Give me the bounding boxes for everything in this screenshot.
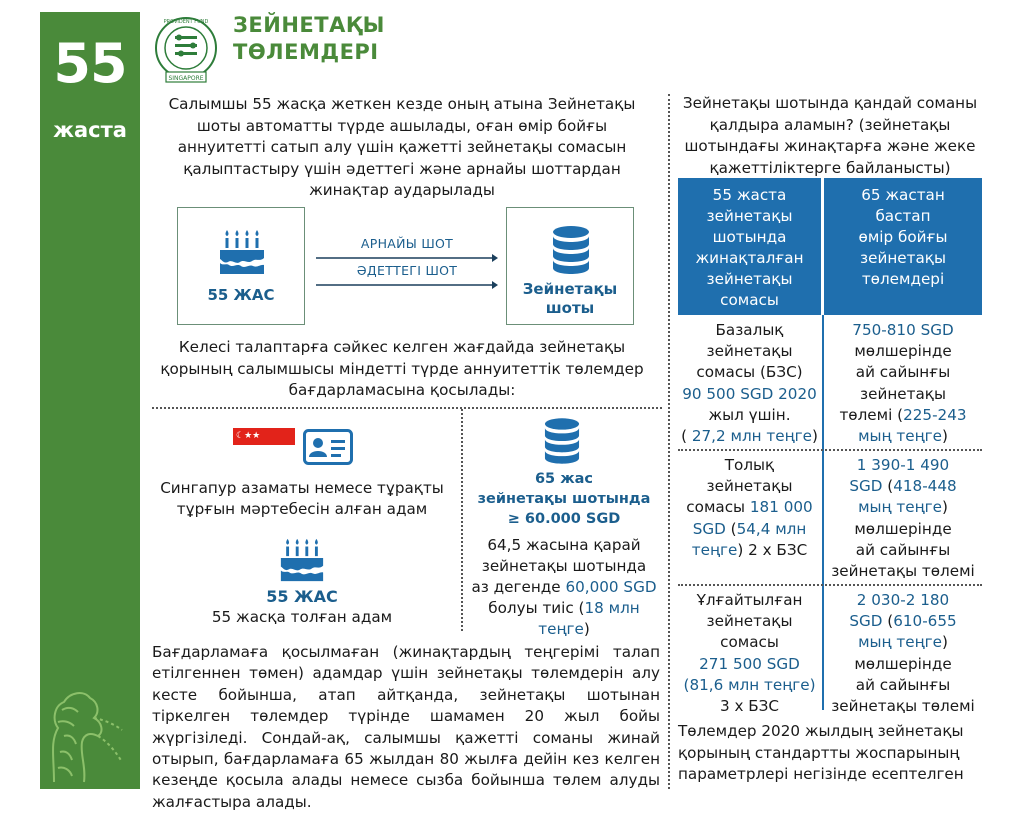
- age-55-label: 55 ЖАС: [207, 286, 275, 304]
- conditions-line: бағдарламасына қосылады:: [288, 381, 516, 399]
- text-span: болуы тиіс (: [488, 599, 585, 617]
- cell-line: [824, 611, 982, 632]
- question-line: қажеттіліктерге байланысты): [709, 158, 951, 177]
- cell-line: [678, 540, 821, 561]
- balance-question: [678, 93, 982, 179]
- calculation-footnote: [678, 721, 982, 786]
- title-line-2: ТӨЛЕМДЕРІ: [233, 40, 379, 64]
- amount-sgd: SGD: [692, 519, 726, 538]
- table-cell-basic-sum: [678, 320, 821, 447]
- header-line: бастап: [875, 207, 931, 225]
- cell-line: зейнетақы: [706, 477, 793, 496]
- cell-line: зейнетақы: [706, 342, 793, 361]
- table-row-divider: [678, 584, 982, 586]
- citizen-line: Сингапур азаматы немесе тұрақты: [160, 479, 444, 497]
- cell-line: 3 х БЗС: [719, 697, 780, 716]
- cell-line: ай сайынғы: [855, 363, 951, 382]
- amount-sgd: 60,000 SGD: [565, 578, 657, 596]
- text-span: (: [882, 477, 894, 496]
- age-word: жаста: [53, 118, 127, 142]
- cell-line: [824, 476, 982, 497]
- text-span: ): [941, 498, 948, 517]
- cell-line: 2 030-2 180: [856, 591, 950, 609]
- age-55-condition-desc: 55 жасқа толған адам: [211, 608, 393, 626]
- cell-line: зейнетақы төлемі: [831, 562, 975, 581]
- text-span: аз дегенде: [471, 578, 566, 596]
- id-card-icon: [303, 429, 353, 465]
- cell-line: [824, 497, 982, 518]
- balance-title-line: зейнетақы шотында: [477, 491, 651, 507]
- cell-line: [678, 519, 821, 540]
- text-span: ): [941, 427, 948, 446]
- text-span: ): [583, 620, 590, 638]
- merlion-icon: [44, 662, 124, 787]
- footnote-line: қорының стандартты жоспарының: [678, 743, 960, 762]
- table-cell-full-payout: [824, 455, 982, 582]
- header-line: зейнетақы: [706, 270, 793, 288]
- age-55-box: [177, 207, 305, 325]
- text-span: (: [725, 519, 737, 538]
- cell-line: сомасы: [720, 633, 779, 652]
- header-line: шотында: [712, 228, 787, 246]
- table-row-divider: [678, 449, 982, 451]
- table-header-savings: [678, 178, 821, 315]
- cell-line: мөлшерінде: [854, 654, 952, 673]
- title-line-1: ЗЕЙНЕТАҚЫ: [233, 13, 385, 37]
- amount-sgd: SGD: [849, 477, 883, 496]
- age-number: 55: [53, 32, 127, 95]
- singapore-flag-icon: ☾★★: [233, 428, 295, 445]
- amount-kzt: теңге: [538, 620, 584, 638]
- footnote-line: параметрлері негізінде есептелген: [678, 765, 964, 783]
- cell-line: Ұлғайтылған: [696, 591, 803, 609]
- header-line: зейнетақы: [706, 207, 793, 225]
- page-title: [233, 12, 385, 66]
- amount-kzt: 81,6 млн теңге: [689, 675, 810, 694]
- cell-line: 750-810 SGD: [852, 321, 954, 339]
- retirement-account-label-1: Зейнетақы: [522, 280, 618, 298]
- amount-kzt: мың теңге: [858, 427, 942, 446]
- intro-line: қалыптастыру үшін әдеттегі және арнайы шоттардан: [183, 159, 621, 178]
- text-span: ): [811, 427, 818, 446]
- header-line: зейнетақы: [860, 249, 946, 267]
- retirement-account-box: [506, 207, 634, 325]
- cell-line: [678, 426, 821, 447]
- intro-line: Салымшы 55 жасқа жеткен кезде оның атына Зейнетақы: [168, 95, 636, 113]
- header-line: өмір бойғы: [858, 228, 948, 246]
- intro-line: шоты автоматты түрде ашылады, оған өмір бойғы: [196, 116, 608, 135]
- age-55-condition-label: 55 ЖАС: [266, 587, 338, 606]
- balance-desc-line: зейнетақы шотында: [481, 557, 647, 575]
- text-span: (: [683, 675, 690, 694]
- table-cell-basic-payout: [824, 320, 982, 447]
- balance-desc-line: [468, 598, 660, 619]
- footnote-line: Төлемдер 2020 жылдың зейнетақы: [678, 722, 964, 740]
- column-divider: [668, 94, 670, 789]
- cell-line: 1 390-1 490: [856, 456, 950, 474]
- amount-kzt: 27,2 млн теңге: [691, 427, 812, 446]
- question-line: шотындағы жинақтарға және жеке: [684, 137, 976, 155]
- logo-top-text: PROVIDENT FUND: [163, 19, 209, 25]
- cell-line: Толық: [724, 456, 775, 474]
- balance-desc-line: 64,5 жасына қарай: [487, 536, 641, 554]
- cell-line: сомасы (БЗС): [696, 363, 803, 382]
- question-line: қалдыра аламын? (зейнетақы: [709, 115, 951, 134]
- intro-line: аннуитетті сатып алу үшін қажетті зейнетақы сомасын: [177, 138, 627, 156]
- cell-line: 90 500 SGD 2020: [682, 384, 817, 403]
- text-span: ): [809, 675, 816, 694]
- balance-desc-line: [468, 577, 660, 598]
- table-cell-full-sum: [678, 455, 821, 561]
- logo-bottom-text: SINGAPORE: [168, 75, 204, 82]
- cell-line: жыл үшін.: [708, 405, 791, 424]
- intro-paragraph: [152, 94, 652, 202]
- amount-sgd: SGD: [849, 612, 883, 631]
- text-span: ) 2 х БЗС: [737, 540, 808, 559]
- divider: [461, 409, 463, 631]
- cell-line: зейнетақы: [860, 384, 946, 403]
- text-span: (: [681, 427, 692, 446]
- balance-condition-title: [468, 469, 660, 529]
- header-line: сомасы: [720, 291, 779, 309]
- database-icon: [552, 226, 590, 274]
- amount-kzt: теңге: [691, 540, 738, 559]
- birthday-cake-icon: [278, 535, 326, 583]
- amount-kzt: 18 млн: [584, 599, 640, 617]
- table-header-payouts: [824, 178, 982, 315]
- cell-line: [824, 426, 982, 447]
- cell-line: [678, 675, 821, 696]
- amount-kzt: 54,4 млн: [736, 519, 807, 538]
- conditions-intro: [152, 337, 652, 402]
- citizen-line: тұрғын мәртебесін алған адам: [176, 500, 428, 518]
- balance-condition-desc: [468, 535, 660, 640]
- payout-description: Бағдарламаға қосылмаған (жинақтардың теңгерімі талап етілгеннен төмен) адамдар үшін зейнетақы төлемдерін алу кесте бойынша, атап айтқанда, зейнетақы шотынан тіркелген төлемдер түрінде шамамен 20 жыл бойы жүргізіледі. Сондай-ақ, салымшы қажетті соманы жинай отырып, бағдарламаға 65 жылдан 80 жылға дейін кез келген кезеңде қосыла алады немесе сызба бойынша төлем алуды жалғастыра алады.: [152, 643, 660, 811]
- header-line: жинақталған: [695, 249, 804, 267]
- database-icon: [544, 418, 580, 464]
- amount-kzt: мың теңге: [858, 633, 942, 652]
- text-span: төлемі (: [839, 405, 904, 424]
- cell-line: 271 500 SGD: [699, 654, 800, 673]
- cell-line: ай сайынғы: [855, 675, 951, 694]
- balance-desc-line: [468, 619, 660, 640]
- amount-kzt: 225-243: [903, 405, 967, 424]
- intro-line: жинақтар аударылады: [309, 181, 495, 199]
- cell-line: Базалық: [715, 321, 784, 339]
- table-cell-enhanced-sum: [678, 590, 821, 717]
- conditions-line: Келесі талаптарға сәйкес келген жағдайда зейнетақы: [178, 338, 626, 356]
- cell-line: мөлшерінде: [854, 519, 952, 538]
- amount-kzt: 418-448: [893, 477, 957, 496]
- header-line: төлемдері: [861, 270, 945, 288]
- cell-line: мөлшерінде: [854, 342, 952, 361]
- balance-title-line: ≥ 60.000 SGD: [507, 511, 621, 527]
- text-span: ): [941, 633, 948, 652]
- citizen-condition: [152, 478, 452, 520]
- amount-kzt: мың теңге: [858, 498, 942, 517]
- cpf-logo: [150, 14, 222, 86]
- header-line: 65 жастан: [861, 186, 945, 204]
- cell-line: [824, 405, 982, 426]
- cell-line: ай сайынғы: [855, 540, 951, 559]
- birthday-cake-icon: [217, 226, 267, 276]
- divider: [152, 407, 662, 409]
- amount-sgd: 181 000: [749, 498, 813, 517]
- age-sidebar: [40, 12, 140, 789]
- special-account-label: АРНАЙЫ ШОТ: [360, 236, 454, 251]
- cell-line: зейнетақы төлемі: [831, 697, 975, 716]
- balance-title-line: 65 жас: [534, 471, 594, 487]
- cell-line: [824, 632, 982, 653]
- question-line: Зейнетақы шотында қандай соманы: [682, 94, 978, 112]
- cell-line: [678, 497, 821, 518]
- ordinary-account-label: ӘДЕТТЕГІ ШОТ: [356, 263, 458, 278]
- text-span: сомасы: [686, 498, 750, 517]
- table-cell-enhanced-payout: [824, 590, 982, 717]
- header-line: 55 жаста: [712, 186, 787, 204]
- conditions-line: қорының салымшысы міндетті түрде аннуитеттік төлемдер: [160, 359, 644, 378]
- cell-line: зейнетақы: [706, 612, 793, 631]
- retirement-account-label-2: шоты: [545, 299, 595, 317]
- amount-kzt: 610-655: [893, 612, 957, 631]
- text-span: (: [882, 612, 894, 631]
